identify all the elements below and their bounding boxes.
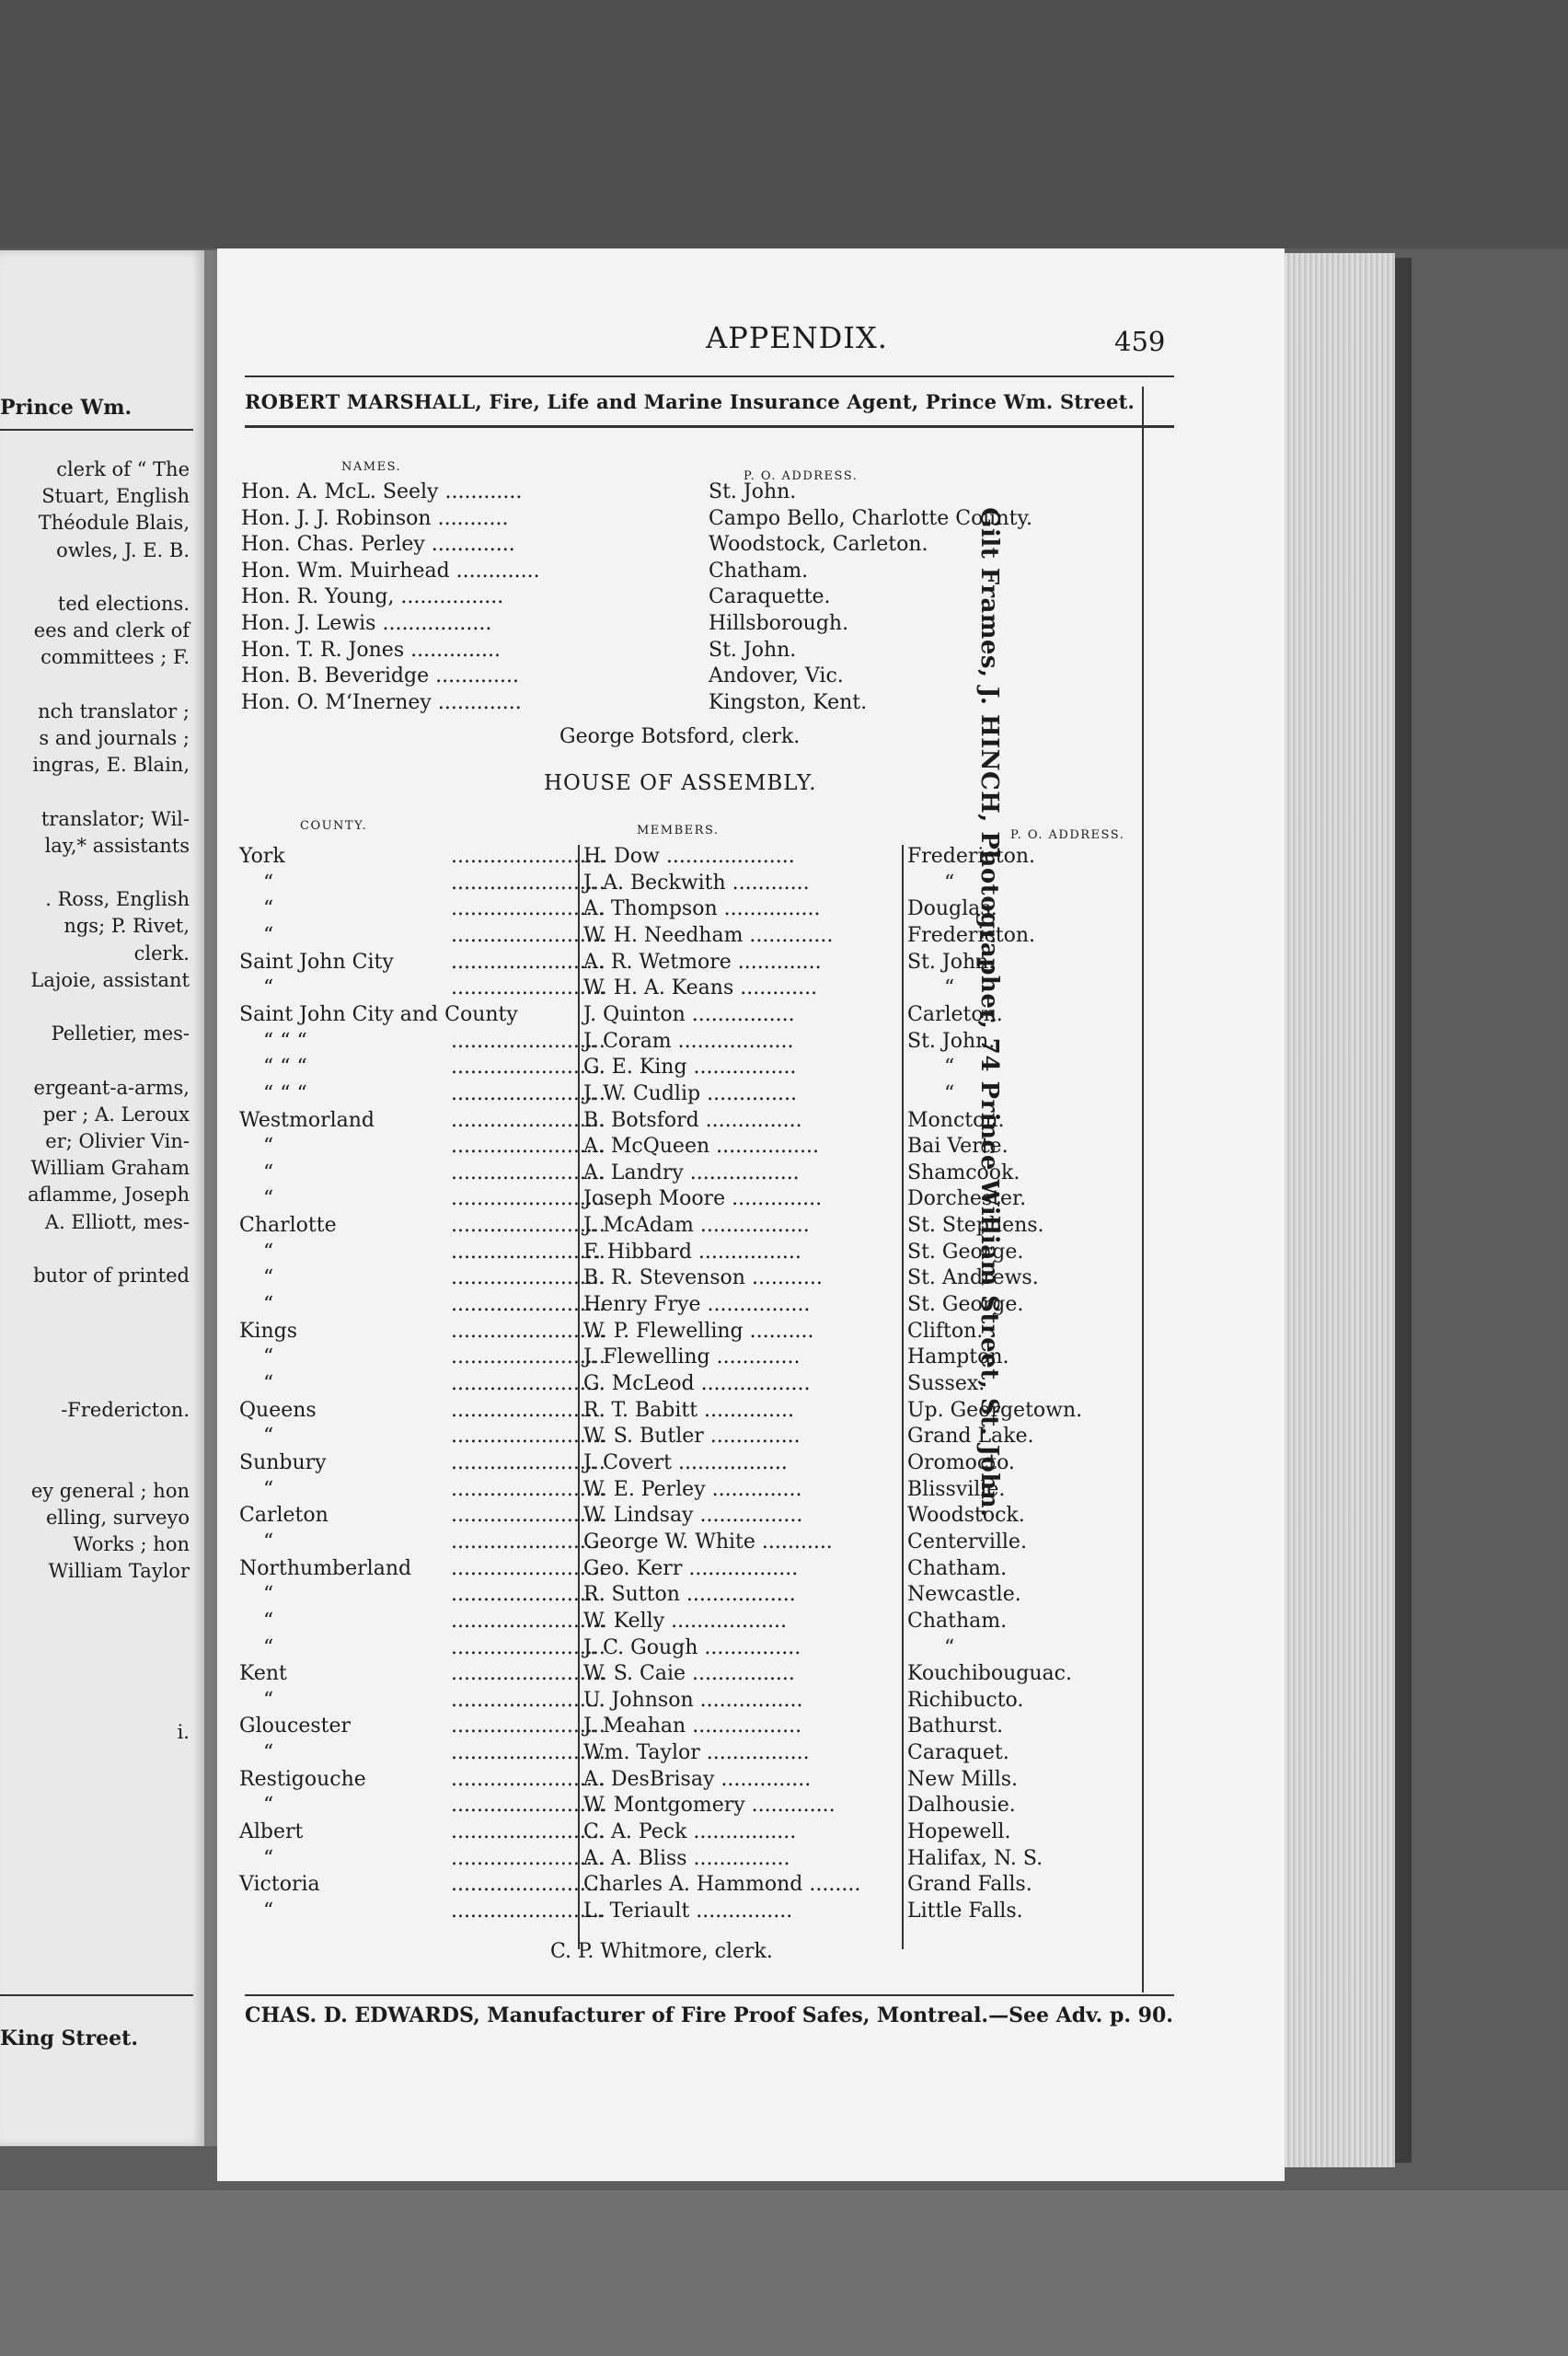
assembly-row [239, 1741, 1159, 1767]
county-leader-dots: ........................ [451, 1135, 605, 1159]
assembly-county: Northumberland [239, 1556, 412, 1580]
assembly-address: St. Stephens. [907, 1214, 1044, 1238]
council-member-name: Hon. T. R. Jones .............. [241, 638, 502, 662]
assembly-address: “ [944, 1635, 955, 1659]
assembly-member: U. Johnson ................ [583, 1688, 803, 1712]
council-member-name: Hon. A. McL. Seely ............ [241, 480, 523, 503]
assembly-row [239, 1214, 1159, 1240]
assembly-member: B. Botsford ............... [583, 1108, 802, 1132]
assembly-member: A. Landry ................. [583, 1161, 800, 1184]
county-leader-dots: ........................ [451, 1846, 605, 1870]
previous-page-line: ngs; P. Rivet, [63, 915, 190, 938]
previous-page-line: Pelletier, mes- [51, 1022, 190, 1045]
assembly-row [239, 1003, 1159, 1029]
assembly-member: W. E. Perley .............. [583, 1477, 802, 1501]
assembly-county: Kings [239, 1319, 298, 1343]
council-member-address: Andover, Vic. [709, 664, 844, 688]
county-leader-dots: ........................ [451, 1530, 605, 1553]
assembly-county: Carleton [239, 1504, 329, 1528]
council-row [241, 612, 1161, 636]
assembly-member: F. Hibbard ................ [583, 1240, 801, 1264]
assembly-county: “ [263, 1266, 274, 1290]
county-leader-dots: ........................ [451, 1873, 605, 1897]
assembly-address: Grand Lake. [907, 1425, 1034, 1449]
assembly-county: “ [263, 1846, 274, 1870]
assembly-row [239, 1345, 1159, 1371]
page-title: APPENDIX. [706, 320, 888, 355]
assembly-row [239, 1161, 1159, 1187]
assembly-row [239, 1109, 1159, 1135]
previous-page-line: aflamme, Joseph [28, 1184, 190, 1207]
assembly-row [239, 1425, 1159, 1450]
assembly-county: “ [263, 1187, 274, 1211]
assembly-member: A. DesBrisay .............. [583, 1767, 812, 1791]
previous-page-line: William Graham [30, 1157, 190, 1180]
county-leader-dots: ........................ [451, 1662, 605, 1686]
assembly-row [239, 924, 1159, 950]
county-leader-dots: ........................ [451, 1081, 605, 1105]
council-member-address: Woodstock, Carleton. [709, 533, 928, 557]
assembly-county: Sunbury [239, 1450, 327, 1474]
previous-page-line: per ; A. Leroux [42, 1103, 190, 1126]
assembly-row [239, 1187, 1159, 1213]
assembly-address: Halifax, N. S. [907, 1846, 1043, 1870]
county-leader-dots: ........................ [451, 1741, 605, 1765]
county-leader-dots: ........................ [451, 1477, 605, 1501]
assembly-county: “ [263, 1530, 274, 1553]
assembly-address: St. George. [907, 1293, 1024, 1317]
council-member-name: Hon. J. Lewis ................. [241, 612, 492, 635]
assembly-member: Geo. Kerr ................. [583, 1556, 799, 1580]
assembly-row [239, 1320, 1159, 1345]
assembly-county-header: COUNTY. [300, 819, 368, 833]
previous-page-line: er; Olivier Vin- [45, 1130, 190, 1152]
assembly-row [239, 1135, 1159, 1161]
assembly-address: St. Andrews. [907, 1266, 1039, 1290]
previous-page-line: lay,* assistants [44, 834, 190, 857]
county-leader-dots: ........................ [451, 1240, 605, 1264]
council-row [241, 585, 1161, 609]
assembly-member: J. Flewelling ............. [583, 1345, 801, 1369]
previous-page-line: ted elections. [57, 593, 190, 615]
assembly-row [239, 1241, 1159, 1266]
assembly-row [239, 1293, 1159, 1319]
council-row [241, 480, 1161, 504]
top-advertisement: ROBERT MARSHALL, Fire, Life and Marine Insurance Agent, Prince Wm. Street. [245, 390, 1136, 413]
assembly-county: “ [263, 1741, 274, 1765]
assembly-county: “ [263, 871, 274, 895]
county-leader-dots: ........................ [451, 1450, 605, 1474]
assembly-address: Kouchibouguac. [907, 1662, 1072, 1686]
previous-page-line: s and journals ; [39, 727, 190, 749]
county-leader-dots: ........................ [451, 1187, 605, 1211]
assembly-row [239, 1372, 1159, 1398]
assembly-county: “ [263, 923, 274, 947]
assembly-row [239, 1794, 1159, 1819]
assembly-member: J. A. Beckwith ............ [583, 871, 810, 895]
assembly-county: “ [263, 1477, 274, 1501]
county-leader-dots: ........................ [451, 976, 605, 1000]
assembly-county: “ [263, 1900, 274, 1923]
assembly-row [239, 872, 1159, 897]
assembly-member: G. McLeod ................. [583, 1372, 811, 1395]
assembly-county: “ [263, 1240, 274, 1264]
assembly-address: “ [944, 1081, 955, 1105]
assembly-county: Albert [239, 1820, 304, 1844]
county-leader-dots: ........................ [451, 897, 605, 921]
assembly-member: W. H. A. Keans ............ [583, 976, 818, 1000]
assembly-member: W. Lindsay ................ [583, 1504, 803, 1528]
previous-page-line: nch translator ; [38, 699, 190, 722]
previous-page-line: Théodule Blais, [38, 512, 190, 535]
county-leader-dots: ........................ [451, 845, 605, 868]
assembly-member: J. Covert ................. [583, 1450, 788, 1474]
previous-page-line: owles, J. E. B. [56, 538, 190, 561]
assembly-row [239, 1030, 1159, 1056]
assembly-address: Fredericton. [907, 923, 1036, 947]
previous-page-line: ingras, E. Blain, [32, 754, 190, 777]
previous-page-line: butor of printed [33, 1265, 190, 1287]
assembly-county: “ [263, 1583, 274, 1607]
assembly-row [239, 1768, 1159, 1794]
county-leader-dots: ........................ [451, 871, 605, 895]
previous-page-line: clerk of “ The [56, 458, 190, 480]
council-address-header: P. O. ADDRESS. [744, 469, 859, 483]
previous-page-line: ergeant-a-arms, [33, 1076, 190, 1099]
assembly-row [239, 1900, 1159, 1925]
county-leader-dots: ........................ [451, 1029, 605, 1053]
council-member-address: Hillsborough. [709, 612, 849, 635]
assembly-member: W. Kelly .................. [583, 1609, 787, 1633]
assembly-member: R. T. Babitt .............. [583, 1398, 794, 1422]
council-member-address: St. John. [709, 638, 797, 662]
assembly-member: R. Sutton ................. [583, 1583, 796, 1607]
assembly-address: Blissville. [907, 1477, 1006, 1501]
bottom-advertisement: CHAS. D. EDWARDS, Manufacturer of Fire Proof Safes, Montreal.—See Adv. p. 90. [245, 2004, 1173, 2027]
assembly-county: “ “ “ [263, 1029, 307, 1053]
assembly-row [239, 1399, 1159, 1425]
county-leader-dots: ........................ [451, 1504, 605, 1528]
assembly-title: HOUSE OF ASSEMBLY. [544, 771, 817, 795]
assembly-address: New Mills. [907, 1767, 1019, 1791]
assembly-row [239, 951, 1159, 976]
previous-page-line: i. [177, 1721, 190, 1744]
assembly-county: “ [263, 976, 274, 1000]
assembly-member: J. McAdam ................. [583, 1214, 810, 1238]
assembly-member: A. A. Bliss ............... [583, 1846, 790, 1870]
county-leader-dots: ........................ [451, 1688, 605, 1712]
assembly-row [239, 1873, 1159, 1899]
page-stack-edge [1285, 253, 1395, 2167]
previous-page-line: elling, surveyo [45, 1506, 190, 1529]
county-leader-dots: ........................ [451, 1293, 605, 1317]
side-advertisement: Gilt Frames, J. HINCH, Photographer, 74 Prince William Street, St. John. [975, 507, 1003, 1518]
assembly-member: C. A. Peck ................ [583, 1820, 797, 1844]
assembly-county: “ [263, 1293, 274, 1317]
council-member-address: Caraquette. [709, 585, 831, 609]
county-leader-dots: ........................ [451, 1425, 605, 1449]
county-leader-dots: ........................ [451, 1345, 605, 1369]
assembly-county: “ [263, 1688, 274, 1712]
assembly-address: Little Falls. [907, 1900, 1023, 1923]
assembly-member: W. H. Needham ............. [583, 923, 834, 947]
council-row [241, 691, 1161, 715]
previous-page-line: -Fredericton. [61, 1399, 190, 1421]
county-leader-dots: ........................ [451, 1900, 605, 1923]
council-names-header: NAMES. [341, 460, 402, 474]
assembly-address: Caraquet. [907, 1741, 1009, 1765]
assembly-address: Moncton. [907, 1108, 1005, 1132]
assembly-address: Oromocto. [907, 1450, 1015, 1474]
county-leader-dots: ........................ [451, 923, 605, 947]
assembly-county: Gloucester [239, 1715, 352, 1738]
assembly-row [239, 1610, 1159, 1635]
council-clerk: George Botsford, clerk. [559, 725, 801, 748]
previous-page-line: translator; Wil- [40, 807, 190, 830]
assembly-county: Westmorland [239, 1108, 375, 1132]
assembly-member: A. McQueen ................ [583, 1135, 820, 1159]
previous-page-line: clerk. [133, 941, 190, 964]
council-row [241, 639, 1161, 663]
council-row [241, 664, 1161, 688]
assembly-member: B. R. Stevenson ........... [583, 1266, 823, 1290]
council-member-name: Hon. Wm. Muirhead ............. [241, 559, 540, 583]
assembly-row [239, 1478, 1159, 1504]
assembly-address: Bai Verte. [907, 1135, 1009, 1159]
assembly-address: St. George. [907, 1240, 1024, 1264]
assembly-address: Grand Falls. [907, 1873, 1032, 1897]
assembly-county: Queens [239, 1398, 317, 1422]
assembly-row [239, 1636, 1159, 1662]
assembly-county: Saint John City and County [239, 1002, 518, 1026]
assembly-address: Chatham. [907, 1556, 1008, 1580]
assembly-address: Richibucto. [907, 1688, 1024, 1712]
assembly-address: Centerville. [907, 1530, 1027, 1553]
county-leader-dots: ........................ [451, 1161, 605, 1184]
previous-page-line: William Taylor [48, 1560, 190, 1583]
assembly-address: Hopewell. [907, 1820, 1011, 1844]
assembly-row [239, 1689, 1159, 1715]
council-row [241, 560, 1161, 583]
book-gutter [204, 250, 217, 2146]
county-leader-dots: ........................ [451, 1372, 605, 1395]
assembly-member: J. Coram .................. [583, 1029, 794, 1053]
assembly-address: Douglas. [907, 897, 997, 921]
background-bottom [0, 2190, 1568, 2356]
assembly-members-header: MEMBERS. [637, 824, 720, 837]
assembly-county: “ [263, 897, 274, 921]
council-row [241, 507, 1161, 531]
assembly-address: Clifton. [907, 1319, 984, 1343]
council-row [241, 533, 1161, 557]
assembly-member: Henry Frye ................ [583, 1293, 811, 1317]
county-leader-dots: ........................ [451, 1583, 605, 1607]
previous-page-head-rule [0, 429, 193, 431]
previous-page-line: A. Elliott, mes- [44, 1210, 190, 1233]
county-leader-dots: ........................ [451, 1794, 605, 1818]
assembly-member: H. Dow .................... [583, 845, 795, 868]
assembly-county: Saint John City [239, 950, 394, 974]
assembly-county: “ [263, 1135, 274, 1159]
assembly-address: Fredericton. [907, 845, 1036, 868]
assembly-county: Restigouche [239, 1767, 366, 1791]
county-leader-dots: ........................ [451, 950, 605, 974]
header-rule [245, 375, 1174, 377]
page-459 [217, 248, 1285, 2181]
county-leader-dots: ........................ [451, 1266, 605, 1290]
assembly-member: L. Teriault ............... [583, 1900, 793, 1923]
council-member-name: Hon. Chas. Perley ............. [241, 533, 515, 557]
assembly-address: Carleton. [907, 1002, 1003, 1026]
assembly-row [239, 1056, 1159, 1081]
assembly-member: Joseph Moore .............. [583, 1187, 823, 1211]
page-number: 459 [1114, 326, 1166, 357]
council-member-name: Hon. J. J. Robinson ........... [241, 506, 509, 530]
background-top [0, 0, 1568, 248]
assembly-member: Wm. Taylor ................ [583, 1741, 810, 1765]
assembly-row [239, 1715, 1159, 1740]
assembly-row [239, 1530, 1159, 1556]
assembly-member: J. W. Cudlip .............. [583, 1081, 797, 1105]
assembly-member: A. R. Wetmore ............. [583, 950, 822, 974]
previous-page-line: Lajoie, assistant [30, 968, 190, 991]
assembly-county: “ [263, 1372, 274, 1395]
assembly-member: J. C. Gough ............... [583, 1635, 801, 1659]
assembly-address: Dalhousie. [907, 1794, 1016, 1818]
council-member-address: Kingston, Kent. [709, 690, 868, 714]
county-leader-dots: ........................ [451, 1214, 605, 1238]
assembly-row [239, 1662, 1159, 1688]
assembly-county: “ [263, 1794, 274, 1818]
assembly-county: “ “ “ [263, 1056, 307, 1080]
county-leader-dots: ........................ [451, 1108, 605, 1132]
assembly-row [239, 1451, 1159, 1477]
assembly-member: W. Montgomery ............. [583, 1794, 836, 1818]
assembly-address: Bathurst. [907, 1715, 1004, 1738]
county-leader-dots: ........................ [451, 1319, 605, 1343]
assembly-row [239, 1820, 1159, 1846]
assembly-address: Hampton. [907, 1345, 1009, 1369]
council-member-name: Hon. R. Young, ................ [241, 585, 504, 609]
assembly-county: “ [263, 1635, 274, 1659]
assembly-address: Woodstock. [907, 1504, 1025, 1528]
assembly-county: “ [263, 1161, 274, 1184]
assembly-address: Sussex. [907, 1372, 986, 1395]
assembly-address-header: P. O. ADDRESS. [1010, 828, 1125, 842]
previous-page-line: Works ; hon [73, 1533, 190, 1555]
assembly-member: J. Meahan ................. [583, 1715, 802, 1738]
county-leader-dots: ........................ [451, 1820, 605, 1844]
assembly-county: “ [263, 1425, 274, 1449]
previous-page [0, 250, 204, 2146]
previous-page-line: ey general ; hon [30, 1479, 190, 1502]
previous-page-line: committees ; F. [40, 646, 190, 669]
page-edge-shadow [1395, 258, 1412, 2163]
assembly-row [239, 1583, 1159, 1609]
assembly-county: Victoria [239, 1873, 320, 1897]
assembly-member: A. Thompson ............... [583, 897, 821, 921]
assembly-address: “ [944, 976, 955, 1000]
council-member-address: Campo Bello, Charlotte County. [709, 506, 1032, 530]
assembly-county: Charlotte [239, 1214, 337, 1238]
assembly-row [239, 845, 1159, 871]
assembly-row [239, 1266, 1159, 1292]
assembly-member: W. S. Caie ................ [583, 1662, 795, 1686]
previous-page-line: . Ross, English [45, 888, 190, 911]
assembly-row [239, 1557, 1159, 1583]
footer-rule [245, 1994, 1174, 1996]
assembly-row [239, 1847, 1159, 1873]
assembly-address: St. John. [907, 1029, 996, 1053]
previous-page-footer: King Street. [0, 2027, 138, 2050]
assembly-member: G. E. King ................ [583, 1056, 797, 1080]
county-leader-dots: ........................ [451, 1056, 605, 1080]
county-leader-dots: ........................ [451, 1715, 605, 1738]
assembly-row [239, 976, 1159, 1002]
county-leader-dots: ........................ [451, 1767, 605, 1791]
assembly-address: Up. Georgetown. [907, 1398, 1083, 1422]
assembly-clerk: C. P. Whitmore, clerk. [550, 1940, 773, 1963]
county-leader-dots: ........................ [451, 1398, 605, 1422]
assembly-member: J. Quinton ................ [583, 1002, 795, 1026]
advert-rule [245, 425, 1174, 428]
assembly-member: W. P. Flewelling .......... [583, 1319, 814, 1343]
assembly-county: “ “ “ [263, 1081, 307, 1105]
assembly-county: Kent [239, 1662, 287, 1686]
assembly-county: “ [263, 1345, 274, 1369]
council-member-address: Chatham. [709, 559, 809, 583]
assembly-member: W. S. Butler .............. [583, 1425, 801, 1449]
county-leader-dots: ........................ [451, 1556, 605, 1580]
council-member-name: Hon. O. M‘Inerney ............. [241, 690, 522, 714]
county-leader-dots: ........................ [451, 1635, 605, 1659]
assembly-county: “ [263, 1609, 274, 1633]
assembly-row [239, 897, 1159, 923]
assembly-address: Newcastle. [907, 1583, 1021, 1607]
assembly-member: George W. White ........... [583, 1530, 833, 1553]
assembly-address: “ [944, 871, 955, 895]
county-leader-dots: ........................ [451, 1609, 605, 1633]
assembly-row [239, 1504, 1159, 1530]
assembly-member: Charles A. Hammond ........ [583, 1873, 861, 1897]
assembly-address: St. John. [907, 950, 996, 974]
assembly-row [239, 1082, 1159, 1108]
assembly-address: “ [944, 1056, 955, 1080]
assembly-address: Dorchester. [907, 1187, 1027, 1211]
previous-page-running-head: Prince Wm. [0, 396, 133, 420]
previous-page-line: Stuart, English [41, 485, 190, 508]
assembly-address: Chatham. [907, 1609, 1008, 1633]
council-member-name: Hon. B. Beveridge ............. [241, 664, 520, 688]
assembly-address: Shamcook. [907, 1161, 1020, 1184]
assembly-county: York [239, 845, 285, 868]
previous-page-line: ees and clerk of [33, 619, 190, 642]
previous-page-foot-rule [0, 1994, 193, 1996]
council-member-address: St. John. [709, 480, 797, 503]
